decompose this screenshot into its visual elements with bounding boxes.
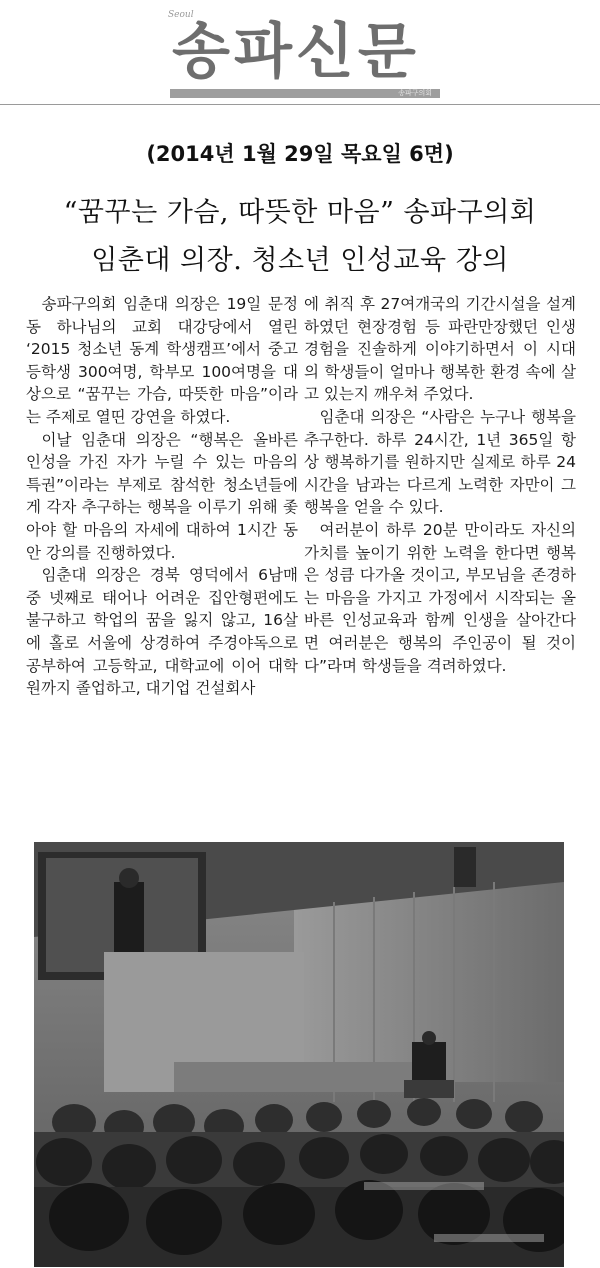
article-paragraph-2: 이날 임춘대 의장은 “행복은 올바른 인성을 가진 자가 누릴 수 있는 마음의 특권”이라는 부제로 참석한 청소년들에게 각자 추구하는 행복을 이루기 위해 좇아야 할 마음의 자세에 대하여 1시간 동안 강의를 진행하였다. [26,430,298,562]
article-paragraph-5: 여러분이 하루 20분 만이라도 자신의 가치를 높이기 위한 노력을 한다면 행복은 성큼 다가올 것이고, 부모님을 존경하는 마음을 가지고 가정에서 시작되는 올바른 인성교육과 함께 인생을 살아간다면 여러분은 행복의 주인공이 될 것이다”라며 학생들을 격려하였다. [304,520,576,675]
article-paragraph-3-continued: 에 취직 후 27여개국의 기간시설을 설계하였던 현장경험 등 파란만장했던 인생경험을 진솔하게 이야기하면서 이 시대의 학생들이 얼마나 행복한 환경 속에 살고 있는지 깨우쳐 주었다. [304,295,576,404]
masthead-small-text: Seoul [168,10,194,20]
masthead-divider [0,104,600,105]
article-column-left [26,293,298,700]
masthead-bar [170,89,440,98]
lecture-hall-photo [34,842,564,1267]
dateline: (2014년 1월 29일 목요일 6면) [146,142,454,166]
masthead-bar-text: 송파구의회 [398,89,432,97]
article-paragraph-4: 임춘대 의장은 “사람은 누구나 행복을 추구한다. 하루 24시간, 1년 365일 항상 행복하기를 원하지만 실제로 하루 24시간을 남과는 다르게 노력한 자만이 그 행복을 얻을 수 있다. [304,407,576,517]
headline-line-2: 임춘대 의장. 청소년 인성교육 강의 [91,245,509,276]
masthead [0,0,600,108]
headline-line-1: “꿈꾸는 가슴, 따뜻한 마음” 송파구의회 [63,197,537,228]
photo-illustration [34,842,564,1267]
screen-figure [114,882,144,952]
article-paragraph-3: 임춘대 의장은 경북 영덕에서 6남매 중 넷째로 태어나 어려운 집안형편에도 불구하고 학업의 꿈을 잃지 않고, 16살에 홀로 서울에 상경하여 주경야독으로 공부하여 고등학교, 대학교에 이어 대학원까지 졸업하고, 대기업 건설회사 [26,566,298,698]
article-paragraph-1: 송파구의회 임춘대 의장은 19일 문정동 하나님의 교회 대강당에서 열린 ‘2015 청소년 동계 학생캠프’에서 중고등학생 300여명, 학부모 100여명을 대상으로 “꿈꾸는 가슴, 따뜻한 마음”이라는 주제로 열띤 강연을 하였다. [26,295,298,426]
newspaper-logo: 송파신문 [172,17,420,87]
article-column-right [304,293,576,677]
